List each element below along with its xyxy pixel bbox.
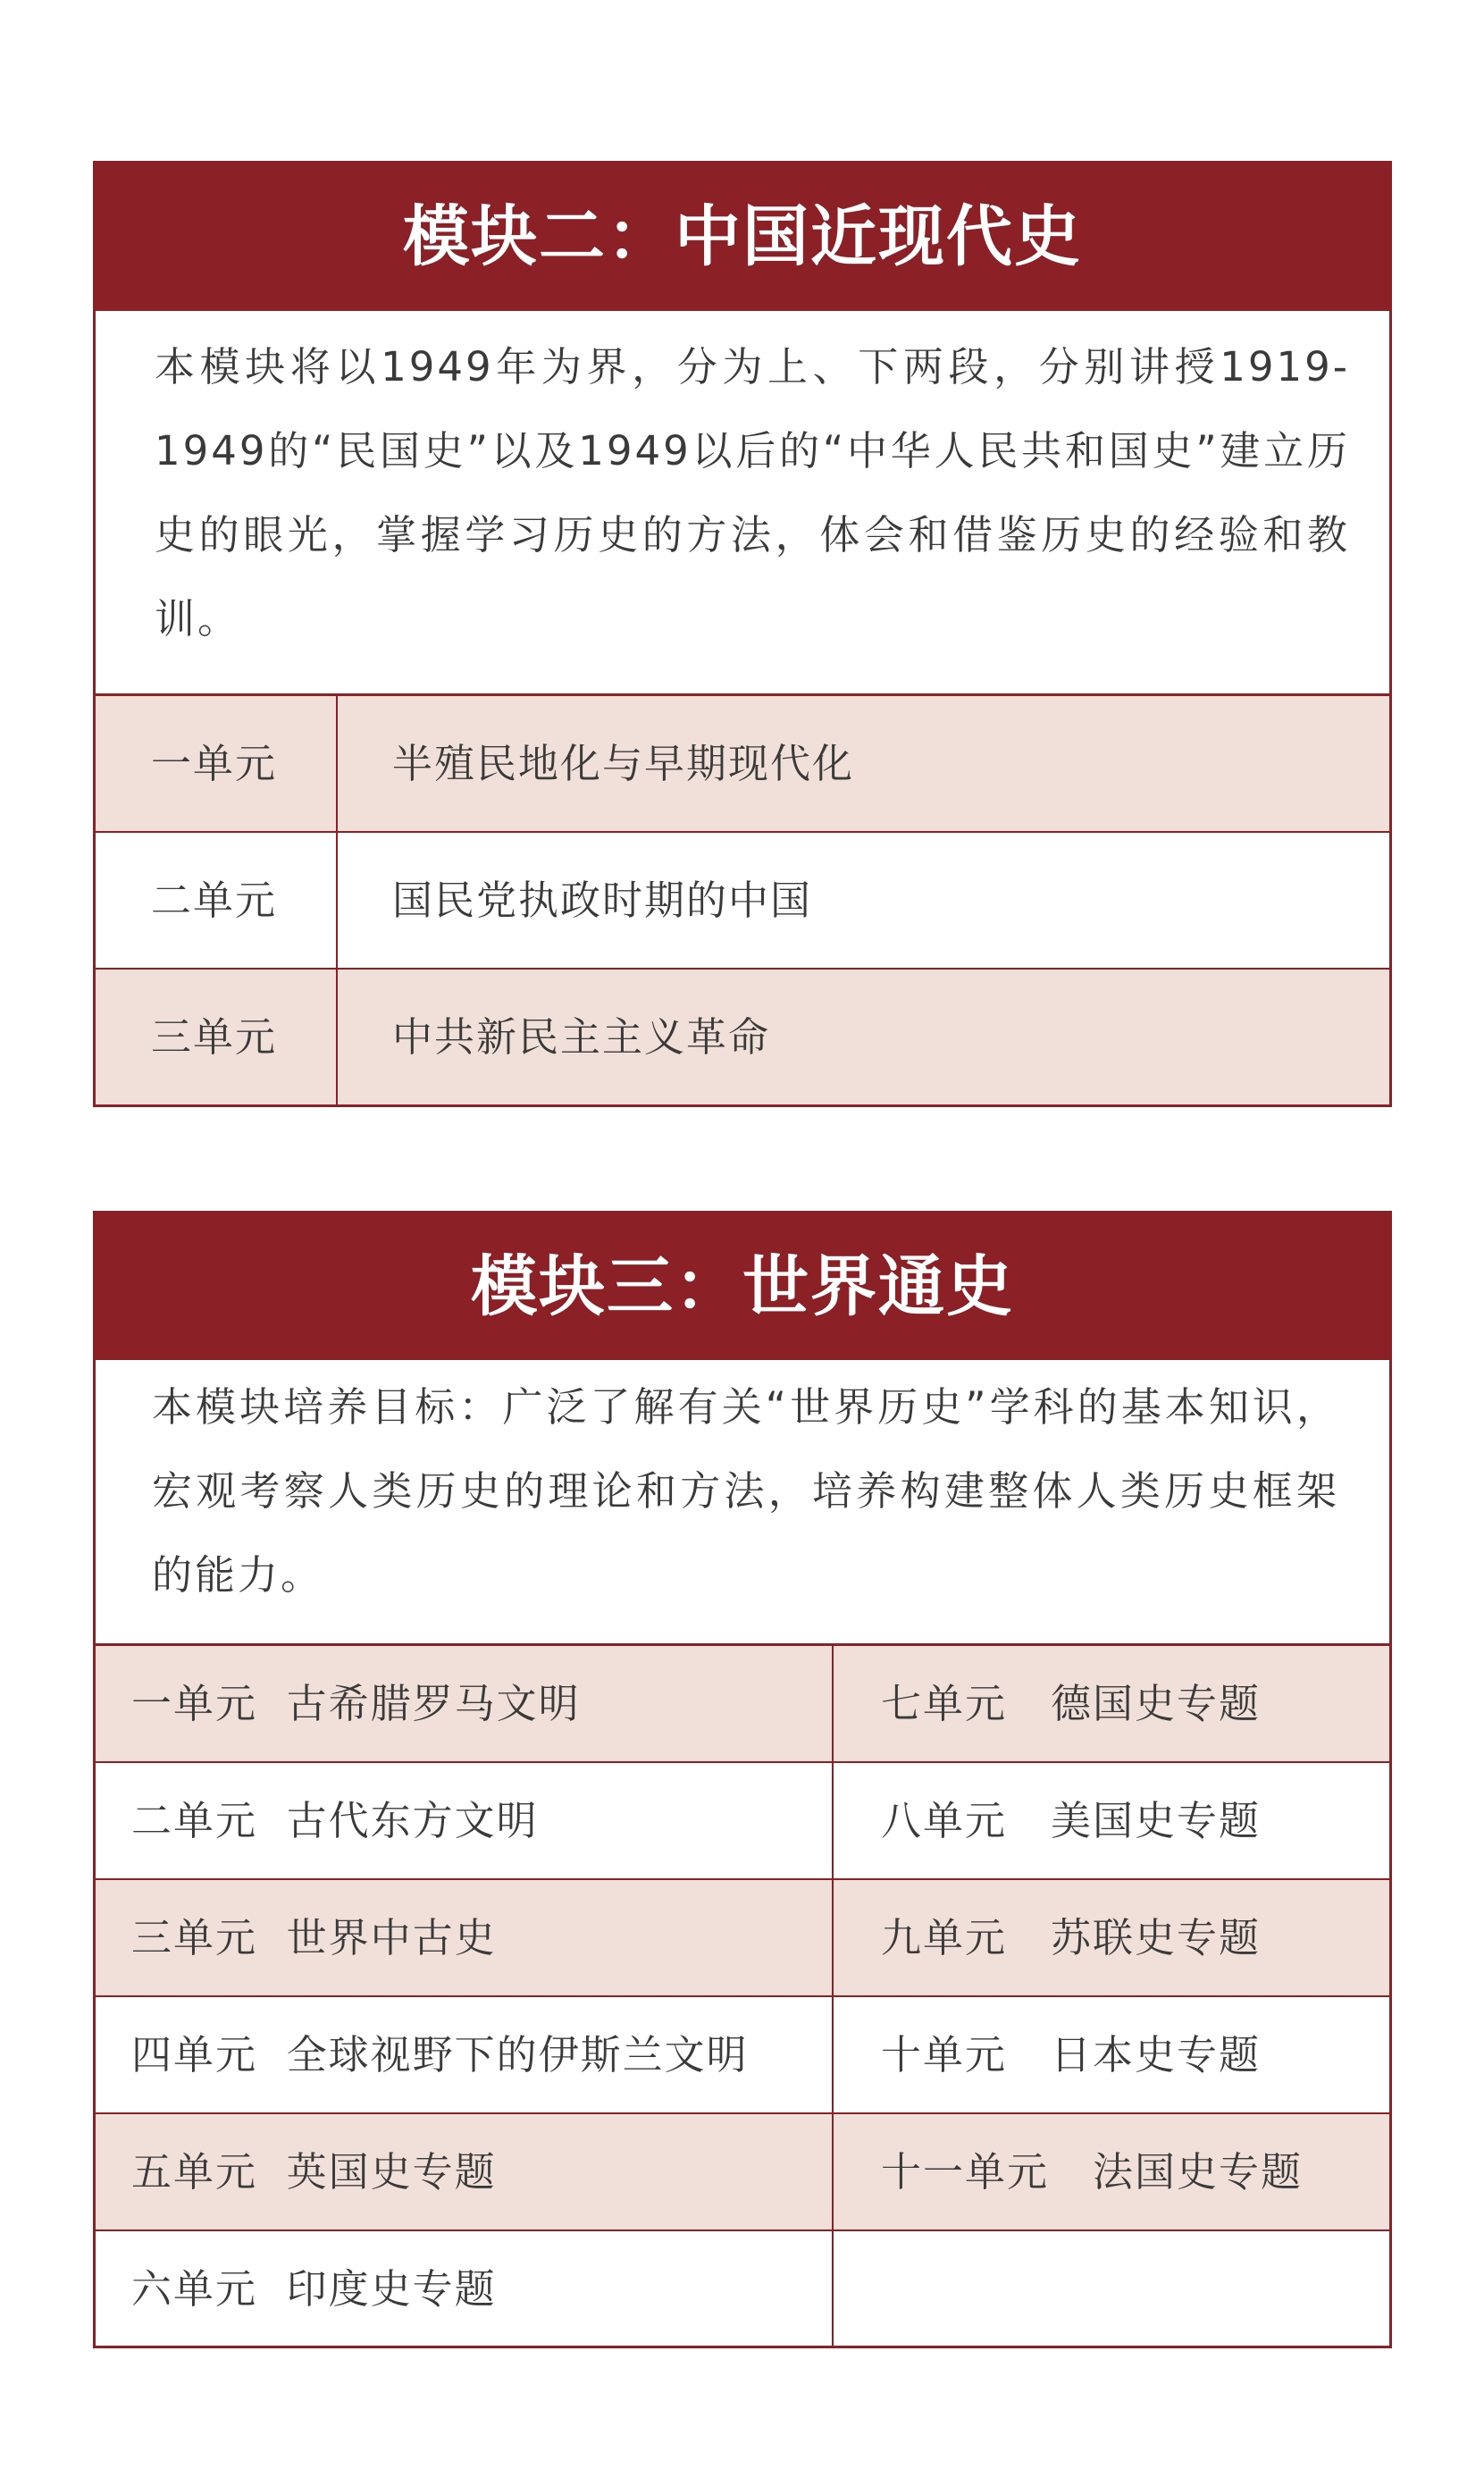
unit-name: 二单元 (96, 833, 338, 968)
module-three-description: 本模块培养目标：广泛了解有关“世界历史”学科的基本知识，宏观考察人类历史的理论和方法，培养构建整体人类历史框架的能力。 (96, 1360, 1389, 1646)
unit-name: 八单元 (881, 1797, 1008, 1844)
unit-title: 古希腊罗马文明 (286, 1680, 581, 1727)
table-row (96, 2231, 1389, 2346)
unit-title: 国民党执政时期的中国 (392, 877, 813, 924)
unit-title: 半殖民地化与早期现代化 (392, 740, 855, 787)
unit-title: 中共新民主主义革命 (392, 1013, 771, 1061)
module-three-title: 模块三：世界通史 (96, 1213, 1389, 1360)
table-row (96, 970, 1389, 1104)
module-two-title: 模块二：中国近现代史 (96, 164, 1389, 311)
unit-name: 七单元 (881, 1680, 1008, 1727)
table-row (96, 1880, 1389, 1997)
unit-name: 三单元 (131, 1914, 258, 1961)
unit-title: 世界中古史 (286, 1914, 497, 1961)
unit-cell (96, 1880, 834, 1995)
unit-name: 五单元 (131, 2148, 258, 2196)
table-row (96, 1997, 1389, 2114)
unit-title: 法国史专题 (1092, 2148, 1303, 2196)
unit-title: 德国史专题 (1050, 1680, 1261, 1727)
unit-cell (96, 1646, 834, 1761)
table-row (96, 1763, 1389, 1880)
table-row (96, 696, 1389, 833)
unit-cell (834, 1880, 1389, 1995)
unit-title: 苏联史专题 (1050, 1914, 1261, 1961)
unit-name: 三单元 (96, 970, 338, 1104)
unit-cell (96, 1997, 834, 2112)
empty-cell (834, 2231, 1389, 2346)
unit-cell (834, 1997, 1389, 2112)
unit-title: 美国史专题 (1050, 1797, 1261, 1844)
unit-title: 英国史专题 (286, 2148, 497, 2196)
unit-name: 一单元 (96, 696, 338, 831)
unit-name: 九单元 (881, 1914, 1008, 1961)
table-row (96, 1646, 1389, 1763)
unit-title: 日本史专题 (1050, 2031, 1261, 2078)
unit-name: 二单元 (131, 1797, 258, 1844)
unit-title: 古代东方文明 (286, 1797, 539, 1844)
module-two-unit-table (96, 696, 1389, 1104)
unit-name: 一单元 (131, 1680, 258, 1727)
unit-name: 四单元 (131, 2031, 258, 2078)
module-two-card (93, 161, 1392, 1107)
table-row (96, 833, 1389, 970)
unit-title: 印度史专题 (286, 2265, 497, 2313)
unit-title: 全球视野下的伊斯兰文明 (286, 2031, 749, 2078)
unit-name: 十单元 (881, 2031, 1008, 2078)
module-two-description: 本模块将以1949年为界，分为上、下两段，分别讲授1919-1949的“民国史”以及1949以后的“中华人民共和国史”建立历史的眼光，掌握学习历史的方法，体会和借鉴历史的经验和教训。 (96, 311, 1389, 696)
module-three-card (93, 1211, 1392, 2348)
module-three-unit-table (96, 1646, 1389, 2346)
table-row (96, 2114, 1389, 2231)
unit-cell (834, 2114, 1389, 2229)
unit-cell (96, 2114, 834, 2229)
unit-cell (834, 1646, 1389, 1761)
unit-cell (834, 1763, 1389, 1878)
unit-name: 十一单元 (881, 2148, 1050, 2196)
unit-cell (96, 1763, 834, 1878)
unit-name: 六单元 (131, 2265, 258, 2313)
unit-cell (96, 2231, 834, 2346)
